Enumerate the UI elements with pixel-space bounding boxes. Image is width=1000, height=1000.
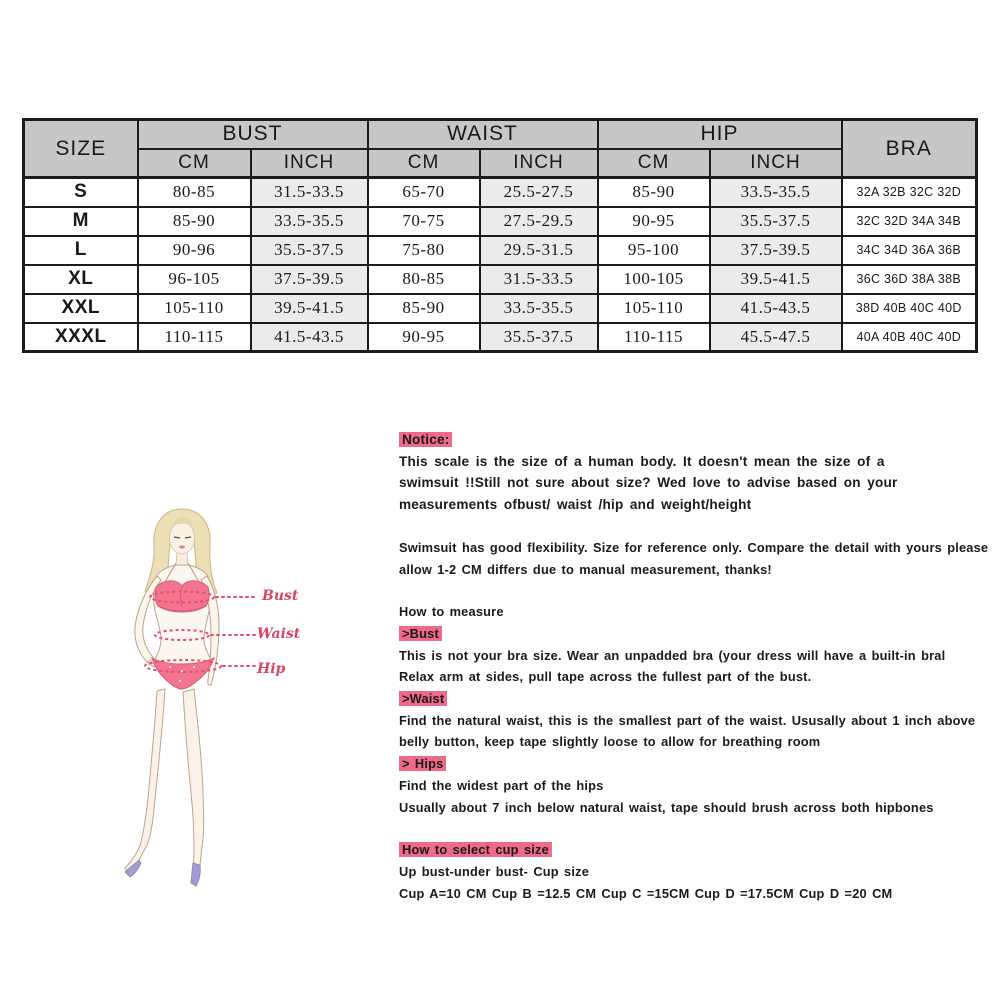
cell-size: XL <box>24 265 138 294</box>
cell-waist-inch: 31.5-33.5 <box>480 265 598 294</box>
cell-bust-cm: 96-105 <box>138 265 251 294</box>
bust-section-heading <box>399 623 977 645</box>
cup-line-1: Up bust-under bust- Cup size <box>399 863 590 879</box>
cell-bust-inch: 39.5-41.5 <box>251 294 368 323</box>
header-bust-inch: INCH <box>251 149 368 178</box>
table-row-l <box>24 236 977 265</box>
cell-hip-cm: 90-95 <box>598 207 710 236</box>
cell-bust-inch: 33.5-35.5 <box>251 207 368 236</box>
notice-line-3: measurements ofbust/ waist /hip and weight/height <box>399 497 752 513</box>
table-row-xxxl <box>24 323 977 352</box>
cup-line-2: Cup A=10 CM Cup B =12.5 CM Cup C =15CM Cup D =17.5CM Cup D =20 CM <box>399 885 893 901</box>
header-hip: HIP <box>598 120 842 149</box>
hips-line-1: Find the widest part of the hips <box>399 777 604 793</box>
cell-bra: 38D 40B 40C 40D <box>842 294 977 323</box>
cell-hip-cm: 110-115 <box>598 323 710 352</box>
cell-hip-inch: 45.5-47.5 <box>710 323 842 352</box>
hips-heading-text: > Hips <box>399 756 446 771</box>
cup-section-heading <box>399 839 977 861</box>
size-chart-table <box>22 118 978 353</box>
waist-line-1: Find the natural waist, this is the smallest part of the waist. Ususally about 1 inch above <box>399 712 976 728</box>
cell-bust-cm: 90-96 <box>138 236 251 265</box>
waist-heading-text: >Waist <box>399 691 447 706</box>
header-size: SIZE <box>24 120 138 178</box>
cell-bra: 32A 32B 32C 32D <box>842 178 977 207</box>
flexibility-line-1: Swimsuit has good flexibility. Size for reference only. Compare the detail with yours please <box>399 539 989 555</box>
cell-hip-inch: 39.5-41.5 <box>710 265 842 294</box>
table-row-s <box>24 178 977 207</box>
cell-waist-inch: 29.5-31.5 <box>480 236 598 265</box>
header-hip-inch: INCH <box>710 149 842 178</box>
table-row-xl <box>24 265 977 294</box>
bust-heading-text: >Bust <box>399 626 442 641</box>
cell-bust-cm: 105-110 <box>138 294 251 323</box>
waist-line-2: belly button, keep tape slightly loose to allow for breathing room <box>399 734 821 750</box>
cell-bra: 40A 40B 40C 40D <box>842 323 977 352</box>
table-row-m <box>24 207 977 236</box>
cell-bust-cm: 85-90 <box>138 207 251 236</box>
flexibility-line-2: allow 1-2 CM differs due to manual measurement, thanks! <box>399 561 772 577</box>
cell-hip-inch: 37.5-39.5 <box>710 236 842 265</box>
hips-line-2: Usually about 7 inch below natural waist, tape should brush across both hipbones <box>399 799 934 815</box>
cell-bra: 34C 34D 36A 36B <box>842 236 977 265</box>
header-bra: BRA <box>842 120 977 178</box>
notes-panel <box>399 429 989 904</box>
bust-line-2: Relax arm at sides, pull tape across the fullest part of the bust. <box>399 669 812 685</box>
cell-waist-cm: 90-95 <box>368 323 480 352</box>
cell-size: L <box>24 236 138 265</box>
cell-hip-cm: 105-110 <box>598 294 710 323</box>
cell-size: XXL <box>24 294 138 323</box>
waist-section-heading <box>399 688 977 710</box>
header-waist-cm: CM <box>368 149 480 178</box>
cell-bra: 36C 36D 38A 38B <box>842 265 977 294</box>
notice-heading <box>399 429 977 451</box>
cell-size: XXXL <box>24 323 138 352</box>
figure-label-hip: Hip <box>257 661 286 677</box>
header-hip-cm: CM <box>598 149 710 178</box>
cell-size: M <box>24 207 138 236</box>
cell-size: S <box>24 178 138 207</box>
cell-bust-inch: 31.5-33.5 <box>251 178 368 207</box>
cell-bust-inch: 37.5-39.5 <box>251 265 368 294</box>
table-row-xxl <box>24 294 977 323</box>
how-to-measure-heading: How to measure <box>399 604 504 620</box>
figure-label-waist: Waist <box>257 626 301 642</box>
cell-hip-cm: 100-105 <box>598 265 710 294</box>
cell-bust-inch: 41.5-43.5 <box>251 323 368 352</box>
cell-waist-cm: 85-90 <box>368 294 480 323</box>
notice-heading-text: Notice: <box>399 432 452 447</box>
cell-hip-cm: 85-90 <box>598 178 710 207</box>
header-bust: BUST <box>138 120 368 149</box>
header-waist: WAIST <box>368 120 598 149</box>
header-bust-cm: CM <box>138 149 251 178</box>
cell-hip-cm: 95-100 <box>598 236 710 265</box>
header-waist-inch: INCH <box>480 149 598 178</box>
cell-bust-cm: 110-115 <box>138 323 251 352</box>
woman-measurement-sketch <box>90 495 380 905</box>
cell-hip-inch: 33.5-35.5 <box>710 178 842 207</box>
notice-line-2: swimsuit !!Still not sure about size? Wed love to advise based on your <box>399 475 898 491</box>
hips-section-heading <box>399 753 977 775</box>
cell-waist-inch: 35.5-37.5 <box>480 323 598 352</box>
cell-hip-inch: 41.5-43.5 <box>710 294 842 323</box>
cell-hip-inch: 35.5-37.5 <box>710 207 842 236</box>
cell-waist-cm: 75-80 <box>368 236 480 265</box>
cell-waist-cm: 65-70 <box>368 178 480 207</box>
cell-waist-cm: 70-75 <box>368 207 480 236</box>
bust-line-1: This is not your bra size. Wear an unpadded bra (your dress will have a built-in bral <box>399 647 946 663</box>
notice-line-1: This scale is the size of a human body. It doesn't mean the size of a <box>399 453 885 469</box>
cell-bust-cm: 80-85 <box>138 178 251 207</box>
cell-waist-cm: 80-85 <box>368 265 480 294</box>
cup-heading-text: How to select cup size <box>399 842 552 857</box>
cell-bust-inch: 35.5-37.5 <box>251 236 368 265</box>
cell-waist-inch: 27.5-29.5 <box>480 207 598 236</box>
cell-bra: 32C 32D 34A 34B <box>842 207 977 236</box>
cell-waist-inch: 33.5-35.5 <box>480 294 598 323</box>
figure-label-bust: Bust <box>262 588 299 604</box>
cell-waist-inch: 25.5-27.5 <box>480 178 598 207</box>
